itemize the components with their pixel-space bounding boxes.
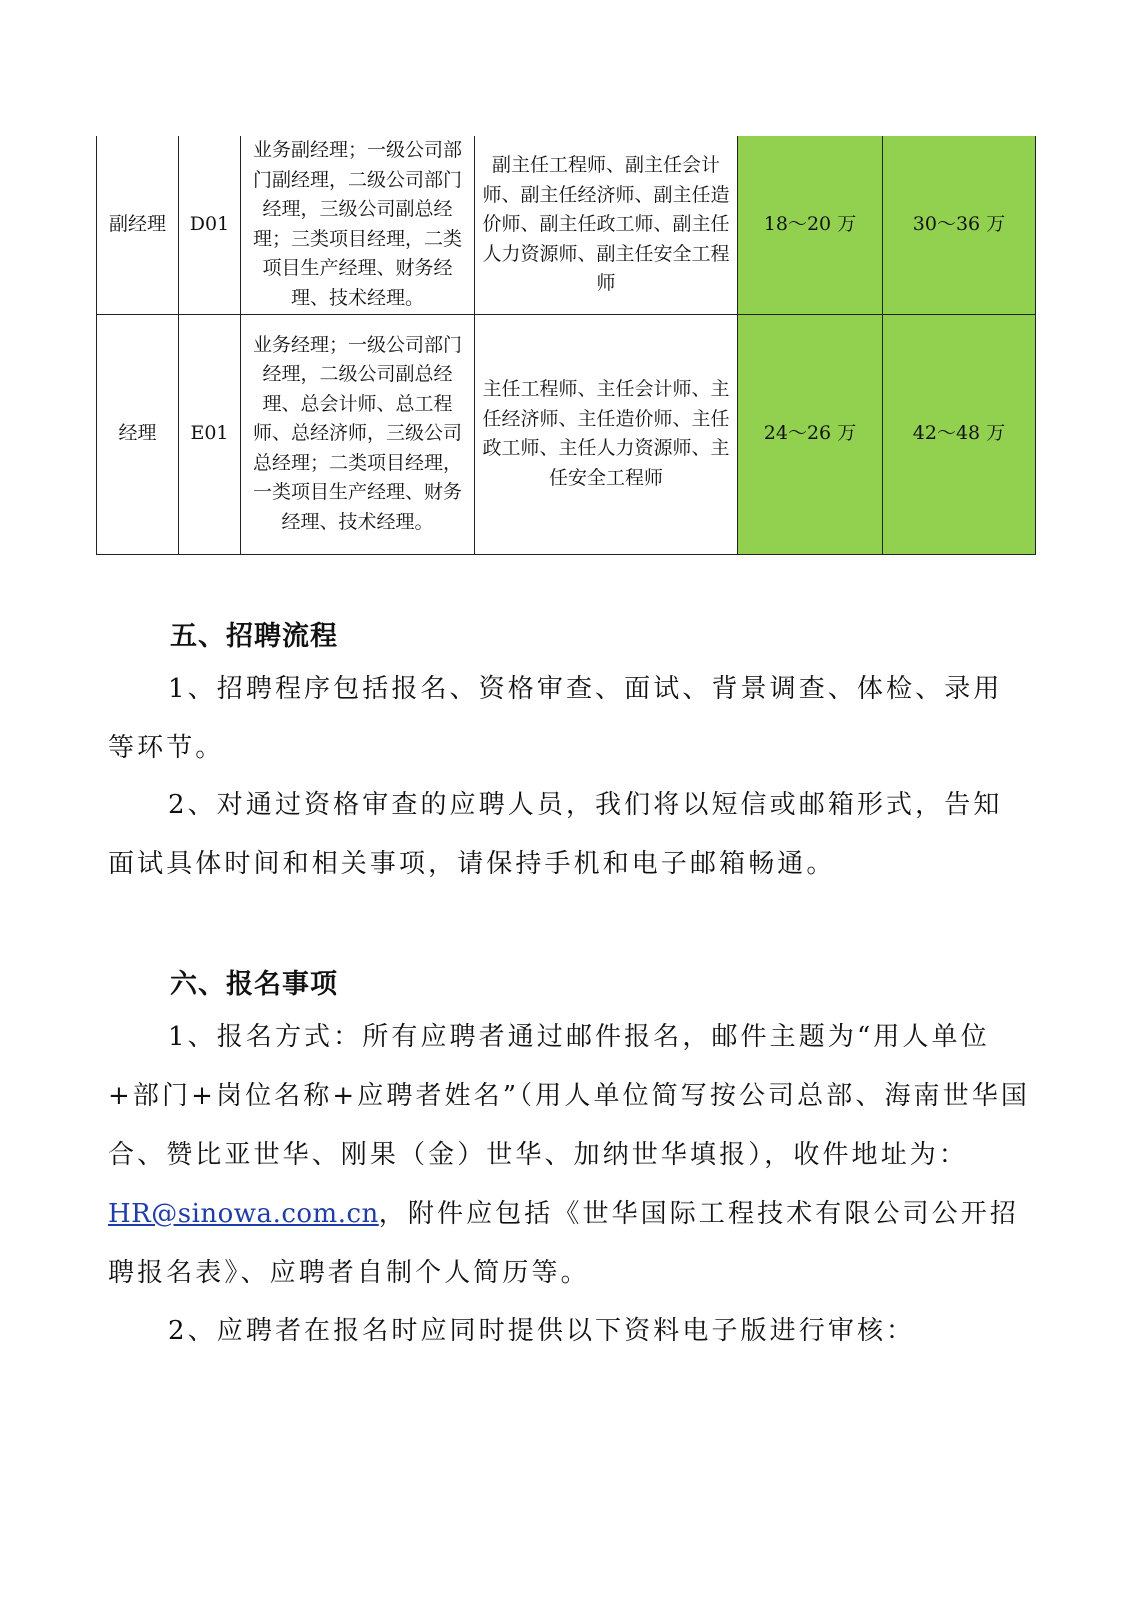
salary-a-cell: 18～20 万	[738, 136, 883, 314]
code-cell: D01	[179, 136, 241, 314]
positions-desc-cell: 业务副经理；一级公司部门副经理，二级公司部门经理，三级公司副总经理；三类项目经理，二类项目生产经理、财务经理、技术经理。	[241, 136, 475, 314]
titles-cell: 主任工程师、主任会计师、主任经济师、主任造价师、主任政工师、主任人力资源师、主任安全工程师	[475, 314, 738, 554]
section-6-heading: 六、报名事项	[170, 969, 338, 1000]
section-6-paragraph-1	[108, 1008, 1030, 1303]
code-cell: E01	[179, 314, 241, 554]
position-cell: 经理	[97, 314, 179, 554]
section-6-paragraph-2: 2、应聘者在报名时应同时提供以下资料电子版进行审核：	[168, 1316, 916, 1346]
email-link[interactable]: HR@sinowa.com.cn	[108, 1199, 379, 1229]
paragraph-text: ，附件应包括《世华国际工程技术有限公司公开招聘报名表》、应聘者自制个人简历等。	[108, 1199, 1019, 1288]
salary-b-cell: 30～36 万	[883, 136, 1036, 314]
section-5-paragraph-2: 2、对通过资格审查的应聘人员，我们将以短信或邮箱形式，告知面试具体时间和相关事项，请保持手机和电子邮箱畅通。	[108, 790, 1003, 879]
positions-desc-cell: 业务经理；一级公司部门经理，二级公司副总经理、总会计师、总工程师、总经济师，三级公司总经理；二类项目经理，一类项目生产经理、财务经理、技术经理。	[241, 314, 475, 554]
table-row	[97, 136, 1036, 314]
salary-a-cell: 24～26 万	[738, 314, 883, 554]
titles-cell: 副主任工程师、副主任会计师、副主任经济师、副主任造价师、副主任政工师、副主任人力资源师、副主任安全工程师	[475, 136, 738, 314]
table-row	[97, 314, 1036, 554]
paragraph-text: 1、报名方式：所有应聘者通过邮件报名，邮件主题为“用人单位+部门+岗位名称+应聘者姓名”（用人单位简写按公司总部、海南世华国合、赞比亚世华、刚果（金）世华、加纳世华填报），收件地址为：	[108, 1022, 1030, 1170]
position-cell: 副经理	[97, 136, 179, 314]
salary-b-cell: 42～48 万	[883, 314, 1036, 554]
section-5-paragraph-1: 1、招聘程序包括报名、资格审查、面试、背景调查、体检、录用等环节。	[108, 674, 1003, 763]
grade-salary-table	[96, 136, 1036, 555]
section-5-heading: 五、招聘流程	[170, 621, 338, 652]
